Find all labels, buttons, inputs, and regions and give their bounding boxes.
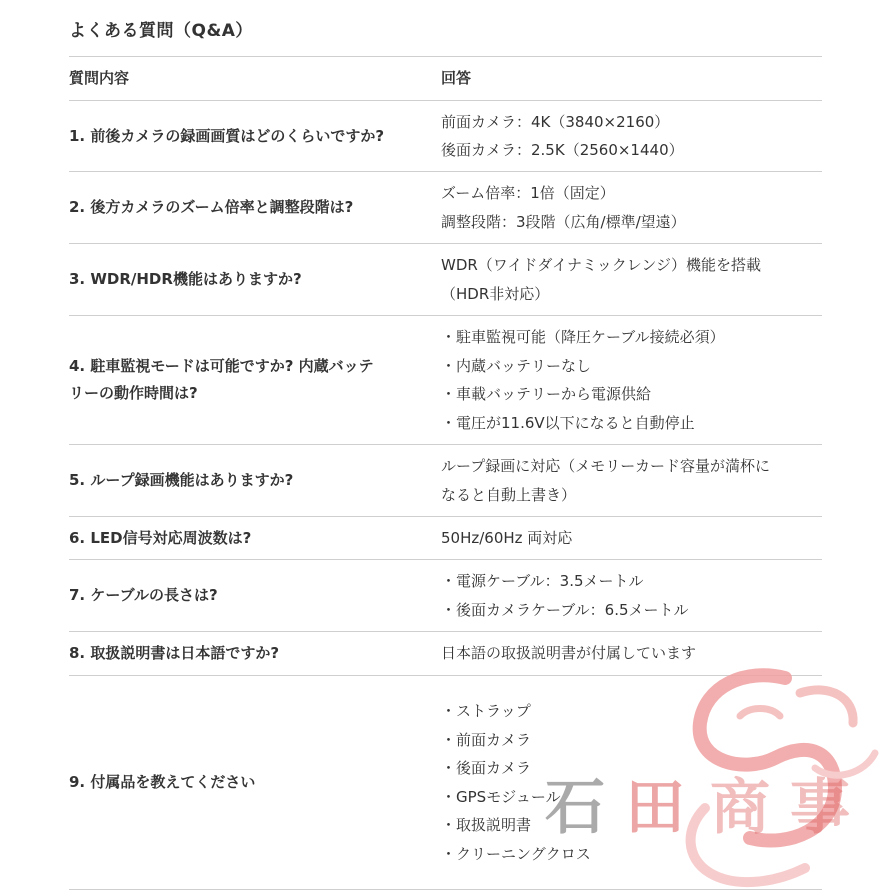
table-header-row [69,57,822,101]
watermark-char-3: 商 [710,773,770,843]
answer-line: （HDR非対応） [441,284,550,303]
question-cell [69,123,441,150]
answer-cell [441,179,822,236]
answer-cell [441,108,822,165]
question-line: 5. ループ録画機能はありますか? [69,471,294,489]
qa-row [69,244,822,316]
question-line: 6. LED信号対応周波数は? [69,528,252,547]
answer-line: ・電源ケーブル：3.5メートル [441,572,644,590]
answer-cell [441,567,822,624]
answer-line: ・取扱説明書 [441,816,532,834]
watermark-char-2: 田 [625,773,685,843]
answer-line: ズーム倍率：1倍（固定） [441,184,615,202]
question-line: 7. ケーブルの長さは? [69,586,218,604]
answer-line: 後面カメラ：2.5K（2560×1440） [441,141,684,159]
answer-cell [441,323,822,437]
answer-line: ・車載バッテリーから電源供給 [441,385,652,403]
answer-line: ・ストラップ [441,702,531,720]
answer-cell [441,251,822,308]
answer-cell [441,697,822,868]
answer-line: 前面カメラ：4K（3840×2160） [441,112,670,131]
question-cell [69,194,441,221]
answer-line: ・前面カメラ [441,730,532,749]
answer-line: ・後面カメラケーブル：6.5メートル [441,600,689,619]
question-cell [69,525,441,552]
qa-row [69,560,822,632]
watermark-char-4: 事 [790,773,850,843]
answer-line: ループ録画に対応（メモリーカード容量が満杯に [441,457,770,475]
qa-row [69,517,822,560]
question-cell [69,769,441,796]
header-answer: 回答 [441,69,472,88]
question-cell [69,582,441,609]
answer-line: 50Hz/60Hz 両対応 [441,528,573,547]
question-cell [69,266,441,293]
qa-row [69,632,822,676]
answer-cell [441,524,822,553]
question-cell [69,467,441,494]
answer-line: ・後面カメラ [441,759,532,777]
answer-line: ・駐車監視可能（降圧ケーブル接続必須） [441,328,725,346]
qa-row [69,445,822,517]
answer-line: WDR（ワイドダイナミックレンジ）機能を搭載 [441,256,762,274]
watermark-char-1: 石 [545,773,605,843]
answer-line: ・GPSモジュール [441,787,561,806]
question-line: 9. 付属品を教えてください [69,773,256,791]
header-question: 質問内容 [69,69,130,87]
qa-row [69,101,822,172]
answer-cell [441,639,822,668]
question-line: 8. 取扱説明書は日本語ですか? [69,644,280,662]
answer-line: ・内蔵バッテリーなし [441,356,592,375]
page-title: よくある質問（Q&A） [69,21,253,41]
question-line: リーの動作時間は? [69,384,198,402]
question-cell [69,353,441,407]
answer-line: ・電圧が11.6V以下になると自動停止 [441,413,695,432]
question-cell [69,640,441,667]
qa-row [69,676,822,890]
answer-cell [441,452,822,509]
question-line: 3. WDR/HDR機能はありますか? [69,270,302,288]
answer-line: 日本語の取扱説明書が付属しています [441,644,697,663]
qa-row [69,316,822,445]
question-line: 4. 駐車監視モードは可能ですか? 内蔵バッテ [69,357,374,375]
answer-line: ・クリーニングクロス [441,844,591,863]
question-line: 2. 後方カメラのズーム倍率と調整段階は? [69,198,354,216]
answer-line: なると自動上書き） [441,485,577,504]
qa-row [69,172,822,244]
qa-table [69,56,822,890]
question-line: 1. 前後カメラの録画画質はどのくらいですか? [69,126,385,145]
answer-line: 調整段階：3段階（広角/標準/望遠） [441,212,686,231]
